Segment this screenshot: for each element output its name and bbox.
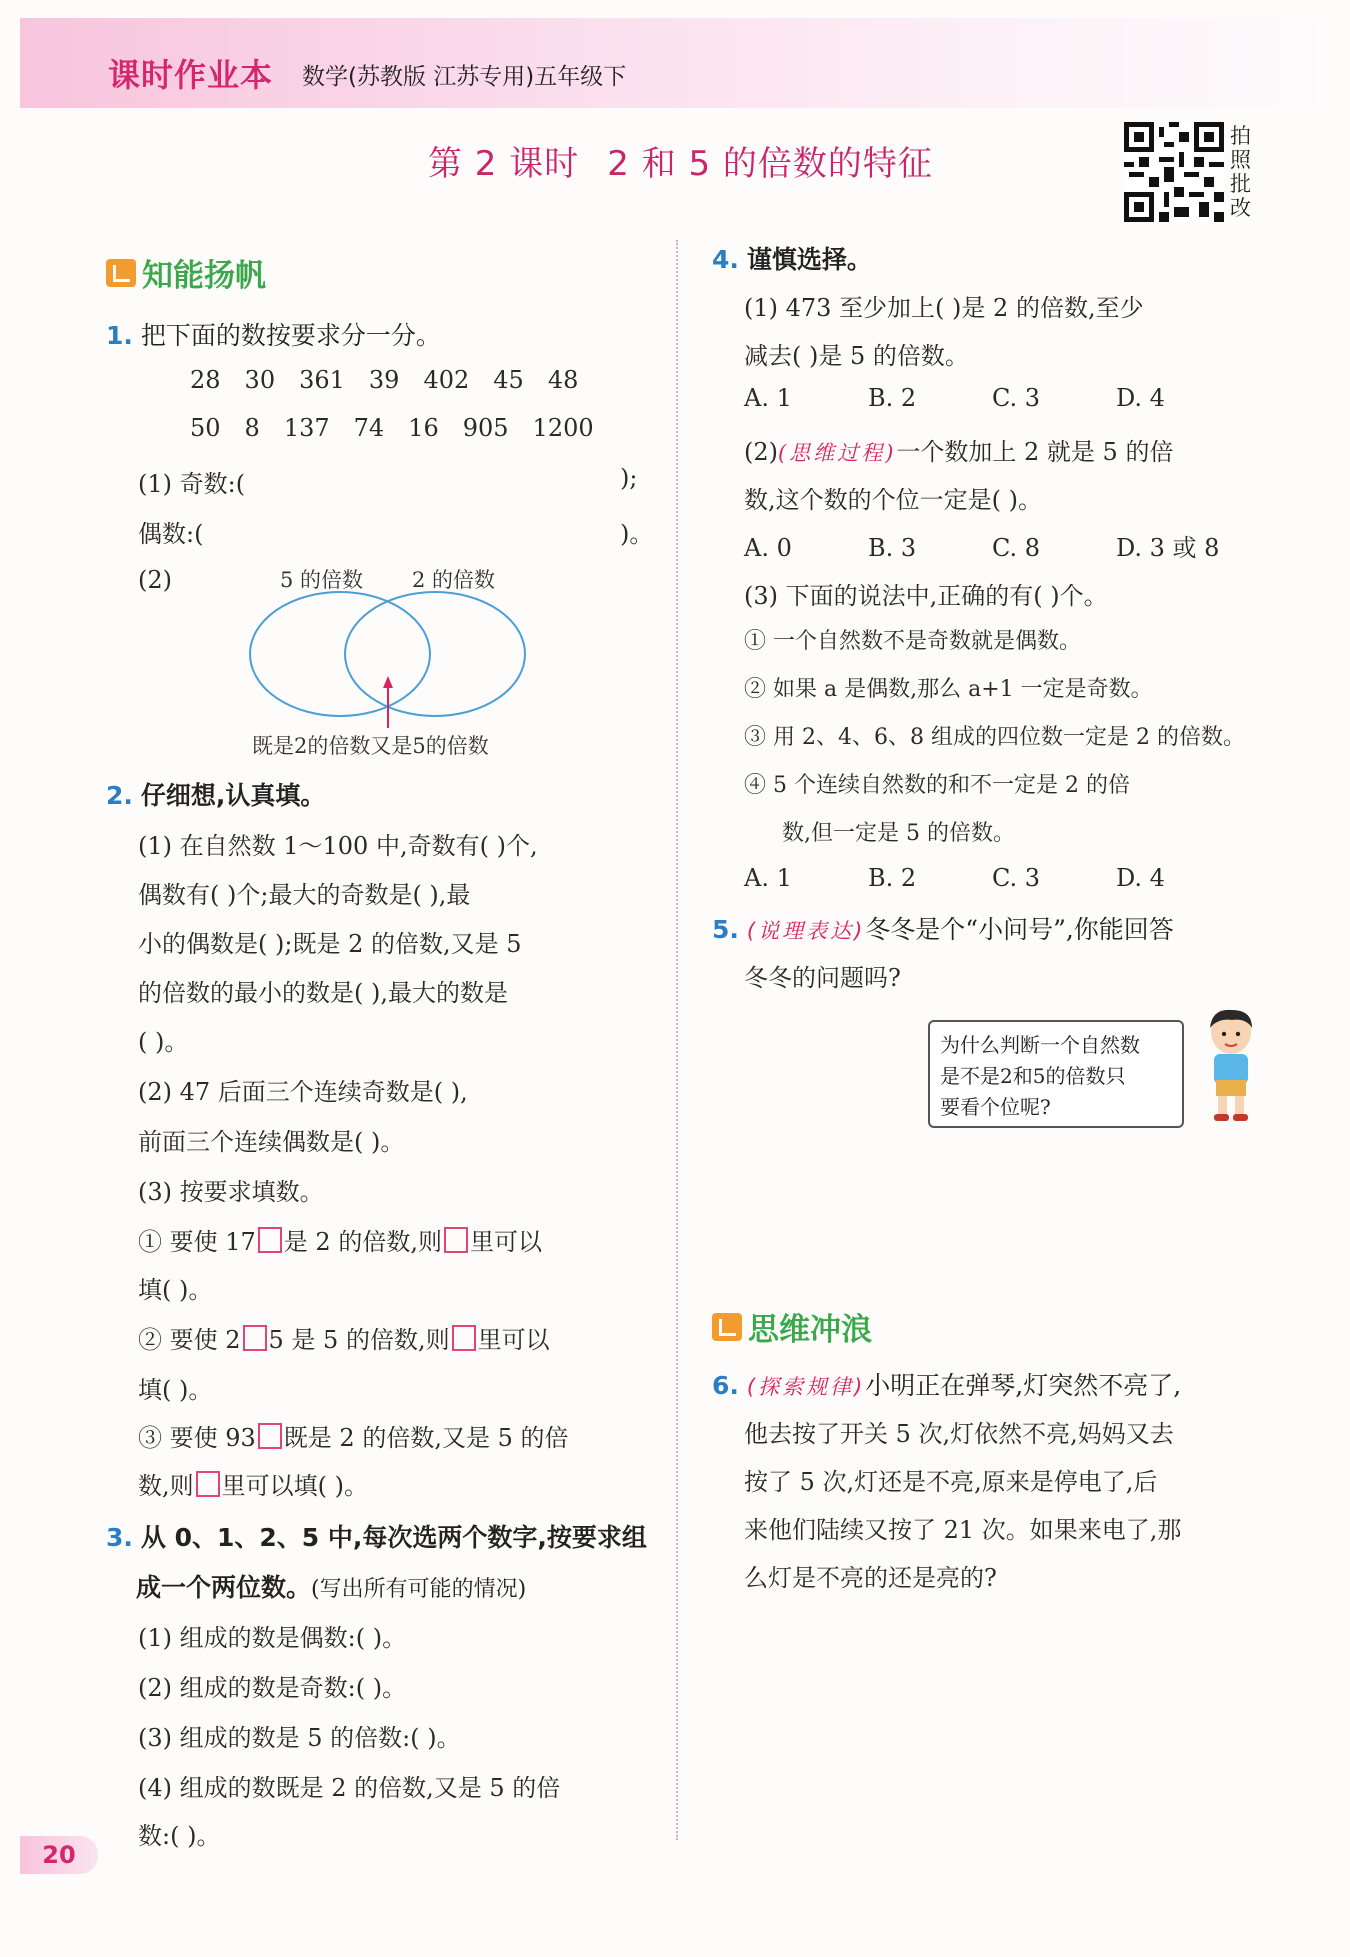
number: 16 — [408, 414, 439, 442]
q6-line: 么灯是不亮的还是亮的? — [744, 1564, 997, 1592]
q4-statement: ① 一个自然数不是奇数就是偶数。 — [744, 629, 1081, 654]
option[interactable]: B. 3 — [868, 534, 917, 562]
q4-line: (3) 下面的说法中,正确的有( )个。 — [744, 582, 1108, 610]
q2-line: (1) 在自然数 1～100 中,奇数有( )个, — [138, 832, 538, 860]
q6-line: 按了 5 次,灯还是不亮,原来是停电了,后 — [744, 1468, 1158, 1496]
tag-label: (思维过程) — [778, 441, 897, 465]
option[interactable]: A. 0 — [744, 534, 792, 562]
note: (写出所有可能的情况) — [311, 1577, 527, 1602]
option[interactable]: C. 3 — [992, 864, 1041, 892]
option[interactable]: A. 1 — [744, 864, 792, 892]
q4-statement: ② 如果 a 是偶数,那么 a+1 一定是奇数。 — [744, 677, 1153, 702]
q6-line: 来他们陆续又按了 21 次。如果来电了,那 — [744, 1516, 1182, 1544]
q3-line: (3) 组成的数是 5 的倍数:( )。 — [138, 1724, 461, 1752]
number: 74 — [353, 414, 385, 442]
number: 137 — [283, 414, 330, 442]
lesson-topic: 2 和 5 的倍数的特征 — [607, 144, 933, 184]
q4-line: 减去( )是 5 的倍数。 — [744, 342, 969, 370]
q3-title: 从 0、1、2、5 中,每次选两个数字,按要求组 — [140, 1523, 647, 1552]
q3-heading — [106, 1518, 647, 1554]
q2-number: 2. — [106, 781, 133, 810]
blank-box[interactable] — [258, 1423, 282, 1449]
venn-intersection-label: 既是2的倍数又是5的倍数 — [252, 734, 489, 758]
wave-icon — [712, 1313, 742, 1341]
text: 里可以 — [477, 1326, 550, 1354]
boy-cartoon-icon — [1196, 1006, 1266, 1124]
q1-even-label: 偶数:( — [138, 520, 204, 548]
q6-heading — [712, 1366, 1181, 1402]
q4-line: 数,这个数的个位一定是( )。 — [744, 486, 1042, 514]
q1-number-row-1 — [190, 366, 602, 394]
q3-line: 数:( )。 — [138, 1822, 221, 1850]
option[interactable]: C. 8 — [992, 534, 1041, 562]
text: 5 是 5 的倍数,则 — [268, 1326, 450, 1354]
q1-number-row-2 — [190, 414, 618, 442]
q3-line: (1) 组成的数是偶数:( )。 — [138, 1624, 407, 1652]
bubble-text: 要看个位呢? — [940, 1095, 1051, 1119]
q5-heading — [712, 910, 1174, 946]
q2-line: (3) 按要求填数。 — [138, 1178, 324, 1206]
text: 数,则 — [138, 1472, 194, 1500]
page-number: 20 — [20, 1836, 98, 1874]
number: 48 — [547, 366, 579, 394]
q2-line: 的倍数的最小的数是( ),最大的数是 — [138, 979, 508, 1007]
text: 里可以填( )。 — [221, 1472, 368, 1500]
tag-label: (说理表达) — [746, 919, 866, 943]
q2-title: 仔细想,认真填。 — [140, 781, 326, 810]
q3-heading-cont — [136, 1568, 526, 1604]
q2-heading — [106, 776, 325, 812]
q2-line: (2) 47 后面三个连续奇数是( ), — [138, 1078, 468, 1106]
tag-label: (探索规律) — [746, 1375, 866, 1399]
q2-line — [138, 1466, 368, 1501]
q4-statement: ③ 用 2、4、6、8 组成的四位数一定是 2 的倍数。 — [744, 725, 1245, 750]
text: 里可以 — [469, 1228, 542, 1256]
number: 905 — [462, 414, 509, 442]
lesson-title — [428, 136, 933, 185]
q2-line: 前面三个连续偶数是( )。 — [138, 1128, 405, 1156]
number: 8 — [244, 414, 260, 442]
column-divider — [676, 240, 678, 1840]
text: ③ 要使 93 — [138, 1424, 256, 1452]
venn-label-5: 5 的倍数 — [280, 568, 364, 592]
number: 30 — [244, 366, 276, 394]
q2-line — [138, 1222, 542, 1257]
blank-box[interactable] — [444, 1227, 468, 1253]
photo-grade-label: 拍照批改 — [1230, 124, 1251, 220]
option[interactable]: A. 1 — [744, 384, 792, 412]
blank-box[interactable] — [243, 1325, 267, 1351]
lesson-number: 第 2 课时 — [428, 144, 580, 184]
section-title: 知能扬帆 — [142, 258, 266, 294]
q4-options-1 — [744, 384, 1165, 412]
text: 成一个两位数。 — [136, 1573, 312, 1602]
number: 361 — [299, 366, 345, 394]
q3-line: (2) 组成的数是奇数:( )。 — [138, 1674, 407, 1702]
q4-line: (1) 473 至少加上( )是 2 的倍数,至少 — [744, 294, 1144, 322]
text: 既是 2 的倍数,又是 5 的倍 — [283, 1424, 569, 1452]
bubble-text: 为什么判断一个自然数 — [940, 1033, 1140, 1057]
subject-line: 数学(苏教版 江苏专用)五年级下 — [302, 64, 627, 90]
q1-heading — [106, 316, 441, 352]
text: ① 要使 17 — [138, 1228, 256, 1256]
q4-statement: ④ 5 个连续自然数的和不一定是 2 的倍 — [744, 773, 1130, 798]
q2-line: 偶数有( )个;最大的奇数是( ),最 — [138, 881, 471, 909]
q2-line: 填( )。 — [138, 1276, 213, 1304]
q6-line: 他去按了开关 5 次,灯依然不亮,妈妈又去 — [744, 1420, 1174, 1448]
q1-odd-label: (1) 奇数:( — [138, 470, 246, 498]
option[interactable]: D. 4 — [1116, 384, 1165, 412]
q3-number: 3. — [106, 1523, 133, 1552]
option[interactable]: D. 3 或 8 — [1116, 534, 1220, 562]
q1-even-end: )。 — [620, 520, 654, 548]
q1-odd-end: ); — [620, 464, 638, 492]
number: 28 — [190, 366, 221, 394]
venn-label-2: 2 的倍数 — [412, 568, 496, 592]
q4-title: 谨慎选择。 — [746, 245, 872, 274]
q1-number: 1. — [106, 321, 133, 350]
text: ② 要使 2 — [138, 1326, 241, 1354]
blank-box[interactable] — [196, 1471, 220, 1497]
blank-box[interactable] — [452, 1325, 476, 1351]
text: (2) — [744, 438, 778, 466]
q1-part2-label: (2) — [138, 566, 172, 594]
q2-line: 填( )。 — [138, 1376, 213, 1404]
q2-line — [138, 1320, 550, 1355]
qr-code-icon[interactable] — [1124, 122, 1224, 222]
q5-line: 冬冬的问题吗? — [744, 964, 901, 992]
number: 45 — [493, 366, 524, 394]
q3-line: (4) 组成的数既是 2 的倍数,又是 5 的倍 — [138, 1774, 561, 1802]
text: 小明正在弹琴,灯突然不亮了, — [865, 1371, 1182, 1400]
number: 50 — [190, 414, 221, 442]
q1-title: 把下面的数按要求分一分。 — [140, 321, 441, 350]
section-title: 思维冲浪 — [748, 1312, 872, 1348]
option[interactable]: C. 3 — [992, 384, 1041, 412]
text: 一个数加上 2 就是 5 的倍 — [896, 438, 1174, 466]
q6-number: 6. — [712, 1371, 739, 1400]
q4-line — [744, 432, 1173, 467]
q4-options-3 — [744, 864, 1165, 892]
q4-heading — [712, 240, 872, 276]
q4-statement: 数,但一定是 5 的倍数。 — [782, 821, 1015, 846]
blank-box[interactable] — [258, 1227, 282, 1253]
number: 39 — [368, 366, 400, 394]
q2-line — [138, 1418, 568, 1453]
bubble-text: 是不是2和5的倍数只 — [940, 1064, 1126, 1088]
text: 是 2 的倍数,则 — [283, 1228, 442, 1256]
sail-icon — [106, 259, 136, 287]
section-head-1 — [106, 250, 266, 295]
q2-line: ( )。 — [138, 1028, 189, 1056]
section-head-2 — [712, 1304, 872, 1349]
number: 402 — [423, 366, 470, 394]
speech-bubble — [928, 1020, 1184, 1128]
q4-number: 4. — [712, 245, 739, 274]
brand-title: 课时作业本 — [108, 56, 274, 94]
q4-options-2 — [744, 528, 1219, 563]
option[interactable]: B. 2 — [868, 384, 917, 412]
q2-line: 小的偶数是( );既是 2 的倍数,又是 5 — [138, 930, 522, 958]
text: 冬冬是个“小问号”,你能回答 — [865, 915, 1174, 944]
number: 1200 — [532, 414, 594, 442]
option[interactable]: B. 2 — [868, 864, 917, 892]
q5-number: 5. — [712, 915, 739, 944]
option[interactable]: D. 4 — [1116, 864, 1165, 892]
